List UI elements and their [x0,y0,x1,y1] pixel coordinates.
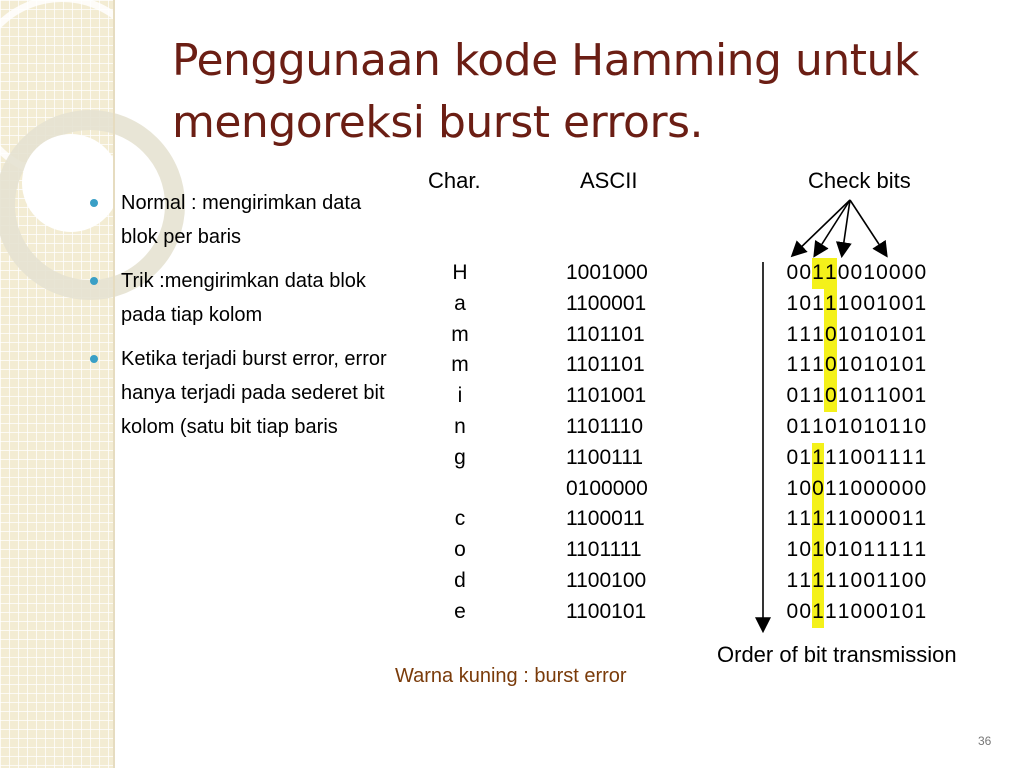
bullet-dot-icon [90,277,98,285]
bit: 1 [876,538,888,562]
bit: 0 [863,568,876,592]
check-bit-arrow [850,200,886,255]
ascii-cell: 1001000 [566,261,648,284]
bit: 1 [837,568,850,592]
bit: 1 [888,568,901,592]
bit: 1 [876,445,888,469]
bit: 1 [799,322,812,346]
bit: 1 [786,291,799,315]
bit: 1 [812,291,824,315]
ascii-cell: 1100001 [566,291,647,315]
check-bit-arrow [793,200,850,255]
bit: 0 [850,414,863,438]
char-cell: m [451,322,469,346]
char-cell: g [454,445,466,469]
bit: 0 [888,507,901,531]
bit: 1 [824,445,837,469]
bit: 0 [850,353,863,377]
bit: 0 [799,476,812,500]
bit: 1 [914,507,927,531]
bit: 0 [786,445,799,469]
bit: 1 [837,445,850,469]
bit: 1 [888,538,901,562]
burst-error-bit: 1 [824,258,837,289]
char-column [448,258,472,628]
bit: 0 [901,291,914,315]
ascii-cell: 1101101 [566,322,645,346]
bit: 0 [901,599,914,623]
bit: 1 [824,568,837,592]
check-bits-cell [786,535,927,566]
bit: 0 [786,414,799,438]
bit: 0 [888,476,901,500]
bit: 1 [901,507,914,531]
ascii-cell: 0100000 [566,476,648,500]
bit: 0 [850,445,863,469]
bit: 0 [799,261,812,284]
bit: 0 [863,476,876,500]
bit: 0 [876,322,888,346]
bit: 0 [824,538,837,562]
check-bits-cell [786,320,927,351]
bit: 1 [837,476,850,500]
bit: 0 [850,322,863,346]
bit: 1 [837,384,850,408]
char-cell: e [454,599,466,623]
bit: 1 [799,414,812,438]
check-bits-cell [786,443,927,474]
bit: 1 [786,322,799,346]
bit: 1 [786,353,799,377]
bit: 0 [914,476,927,500]
check-bits-cell [786,474,927,505]
bit: 1 [888,445,901,469]
caption-burst-error: Warna kuning : burst error [395,665,627,687]
bit: 1 [914,538,927,562]
bit: 0 [914,414,927,438]
bit: 0 [850,384,863,408]
check-bit-arrow [842,200,850,255]
header-check-bits: Check bits [808,168,911,193]
bit: 0 [888,291,901,315]
bit: 0 [901,384,914,408]
burst-error-bit: 0 [812,474,825,505]
burst-error-bit: 1 [812,566,825,597]
bit: 1 [914,322,927,346]
burst-error-bit: 0 [824,381,837,412]
bit: 1 [888,414,901,438]
bit: 0 [850,476,863,500]
ascii-cell: 1101110 [566,414,644,438]
burst-error-bit: 1 [812,504,825,535]
bit: 1 [786,568,799,592]
bit: 0 [901,353,914,377]
bit: 1 [824,507,837,531]
bit: 0 [876,261,888,284]
ascii-cell: 1101001 [566,384,647,408]
bit: 1 [901,445,914,469]
bit: 1 [863,322,876,346]
burst-error-bit: 1 [812,443,825,474]
ascii-cell: 1100101 [566,599,647,623]
bit: 0 [850,291,863,315]
bit: 1 [914,384,927,408]
bit: 0 [786,261,799,284]
bit: 0 [876,353,888,377]
bit: 1 [799,568,812,592]
bit: 1 [876,384,888,408]
bit: 1 [812,384,824,408]
bit: 0 [850,599,863,623]
bit: 1 [824,476,837,500]
bit: 1 [914,291,927,315]
char-cell: a [454,291,466,315]
page-number: 36 [978,734,992,748]
char-cell: n [454,414,466,438]
bullet-dot-icon [90,199,98,207]
ascii-column [566,258,648,628]
hamming-burst-figure [420,160,1010,680]
bit: 0 [837,261,850,284]
bit: 1 [863,538,876,562]
bit: 1 [863,353,876,377]
bit: 0 [799,291,812,315]
bit: 0 [786,384,799,408]
bit: 0 [888,384,901,408]
bullet-list [88,186,393,454]
bullet-dot-icon [90,355,98,363]
bit: 1 [888,353,901,377]
bit: 1 [799,384,812,408]
bit: 0 [901,322,914,346]
bit: 0 [850,538,863,562]
check-bits-cell [786,381,927,412]
check-bits-cell [786,566,927,597]
bullet-item [88,342,393,444]
bit: 1 [837,291,850,315]
ascii-cell: 1100100 [566,568,647,592]
bit: 0 [850,261,863,284]
ascii-cell: 1100011 [566,507,645,531]
bit: 1 [888,322,901,346]
bit: 1 [837,414,850,438]
char-cell [448,474,472,505]
char-cell: o [454,538,466,562]
bit: 1 [901,538,914,562]
char-cell: i [457,384,463,408]
bit: 1 [799,353,812,377]
ascii-cell: 1101101 [566,353,645,377]
check-bits-cell [786,289,927,320]
check-bits-cell [786,350,927,381]
ascii-cell: 1100111 [566,445,644,469]
check-bits-cell [786,412,927,443]
bit: 1 [837,538,850,562]
title-line-2: mengoreksi burst errors. [172,97,703,148]
bit: 1 [863,384,876,408]
bit: 0 [914,568,927,592]
burst-error-bit: 0 [824,350,837,381]
header-char: Char. [428,168,481,193]
check-bits-cell [786,597,927,628]
char-cell: c [454,507,466,531]
bit: 0 [901,261,914,284]
bit: 0 [914,261,927,284]
burst-error-bit: 1 [812,597,825,628]
check-bit-arrow [815,200,850,255]
bit: 0 [824,414,837,438]
bit: 1 [786,538,799,562]
bit: 1 [888,599,901,623]
char-cell: d [454,568,466,592]
bit: 0 [888,261,901,284]
bit: 0 [901,476,914,500]
bit: 0 [850,507,863,531]
burst-error-bit: 1 [812,535,825,566]
bit: 1 [863,261,876,284]
bit: 0 [799,538,812,562]
check-bits-cell [786,258,927,289]
bullet-text: Ketika terjadi burst error, error hanya terjadi pada sederet bit kolom (satu bit tiap baris [121,348,387,438]
burst-error-bit: 1 [824,289,837,320]
bit: 1 [837,599,850,623]
bullet-text: Trik :mengirimkan data blok pada tiap kolom [121,270,366,326]
check-bits-cell [786,504,927,535]
header-ascii: ASCII [580,168,638,193]
bullet-item [88,264,393,332]
bit: 1 [824,599,837,623]
bit: 0 [786,599,799,623]
bit: 1 [837,507,850,531]
char-cell: H [452,261,468,284]
check-bits-column [786,258,927,628]
bit: 0 [863,599,876,623]
bit: 1 [863,414,876,438]
bit: 1 [812,414,824,438]
bit: 1 [914,353,927,377]
bit: 0 [876,414,888,438]
bit: 1 [799,507,812,531]
bit: 0 [863,507,876,531]
title-line-1: Penggunaan kode Hamming untuk [172,35,919,86]
bullet-item [88,186,393,254]
bit: 1 [812,353,824,377]
bit: 1 [876,291,888,315]
ascii-cell: 1101111 [566,538,642,562]
bit: 1 [876,568,888,592]
bit: 0 [863,291,876,315]
bit: 0 [799,599,812,623]
bit: 1 [837,353,850,377]
bit: 0 [850,568,863,592]
bit: 0 [876,507,888,531]
bit: 1 [786,507,799,531]
bit: 1 [914,445,927,469]
bit: 0 [876,599,888,623]
footer-transmission-order: Order of bit transmission [717,642,957,667]
bit: 1 [786,476,799,500]
bit: 0 [901,568,914,592]
burst-error-bit: 1 [812,258,825,289]
bit: 1 [901,414,914,438]
slide-title [172,30,992,154]
bit: 1 [914,599,927,623]
bit: 1 [799,445,812,469]
bit: 1 [837,322,850,346]
char-cell: m [451,353,469,377]
bit: 0 [876,476,888,500]
bit: 1 [812,322,824,346]
bullet-text: Normal : mengirimkan data blok per baris [121,192,362,248]
burst-error-bit: 0 [824,320,837,351]
bit: 0 [863,445,876,469]
